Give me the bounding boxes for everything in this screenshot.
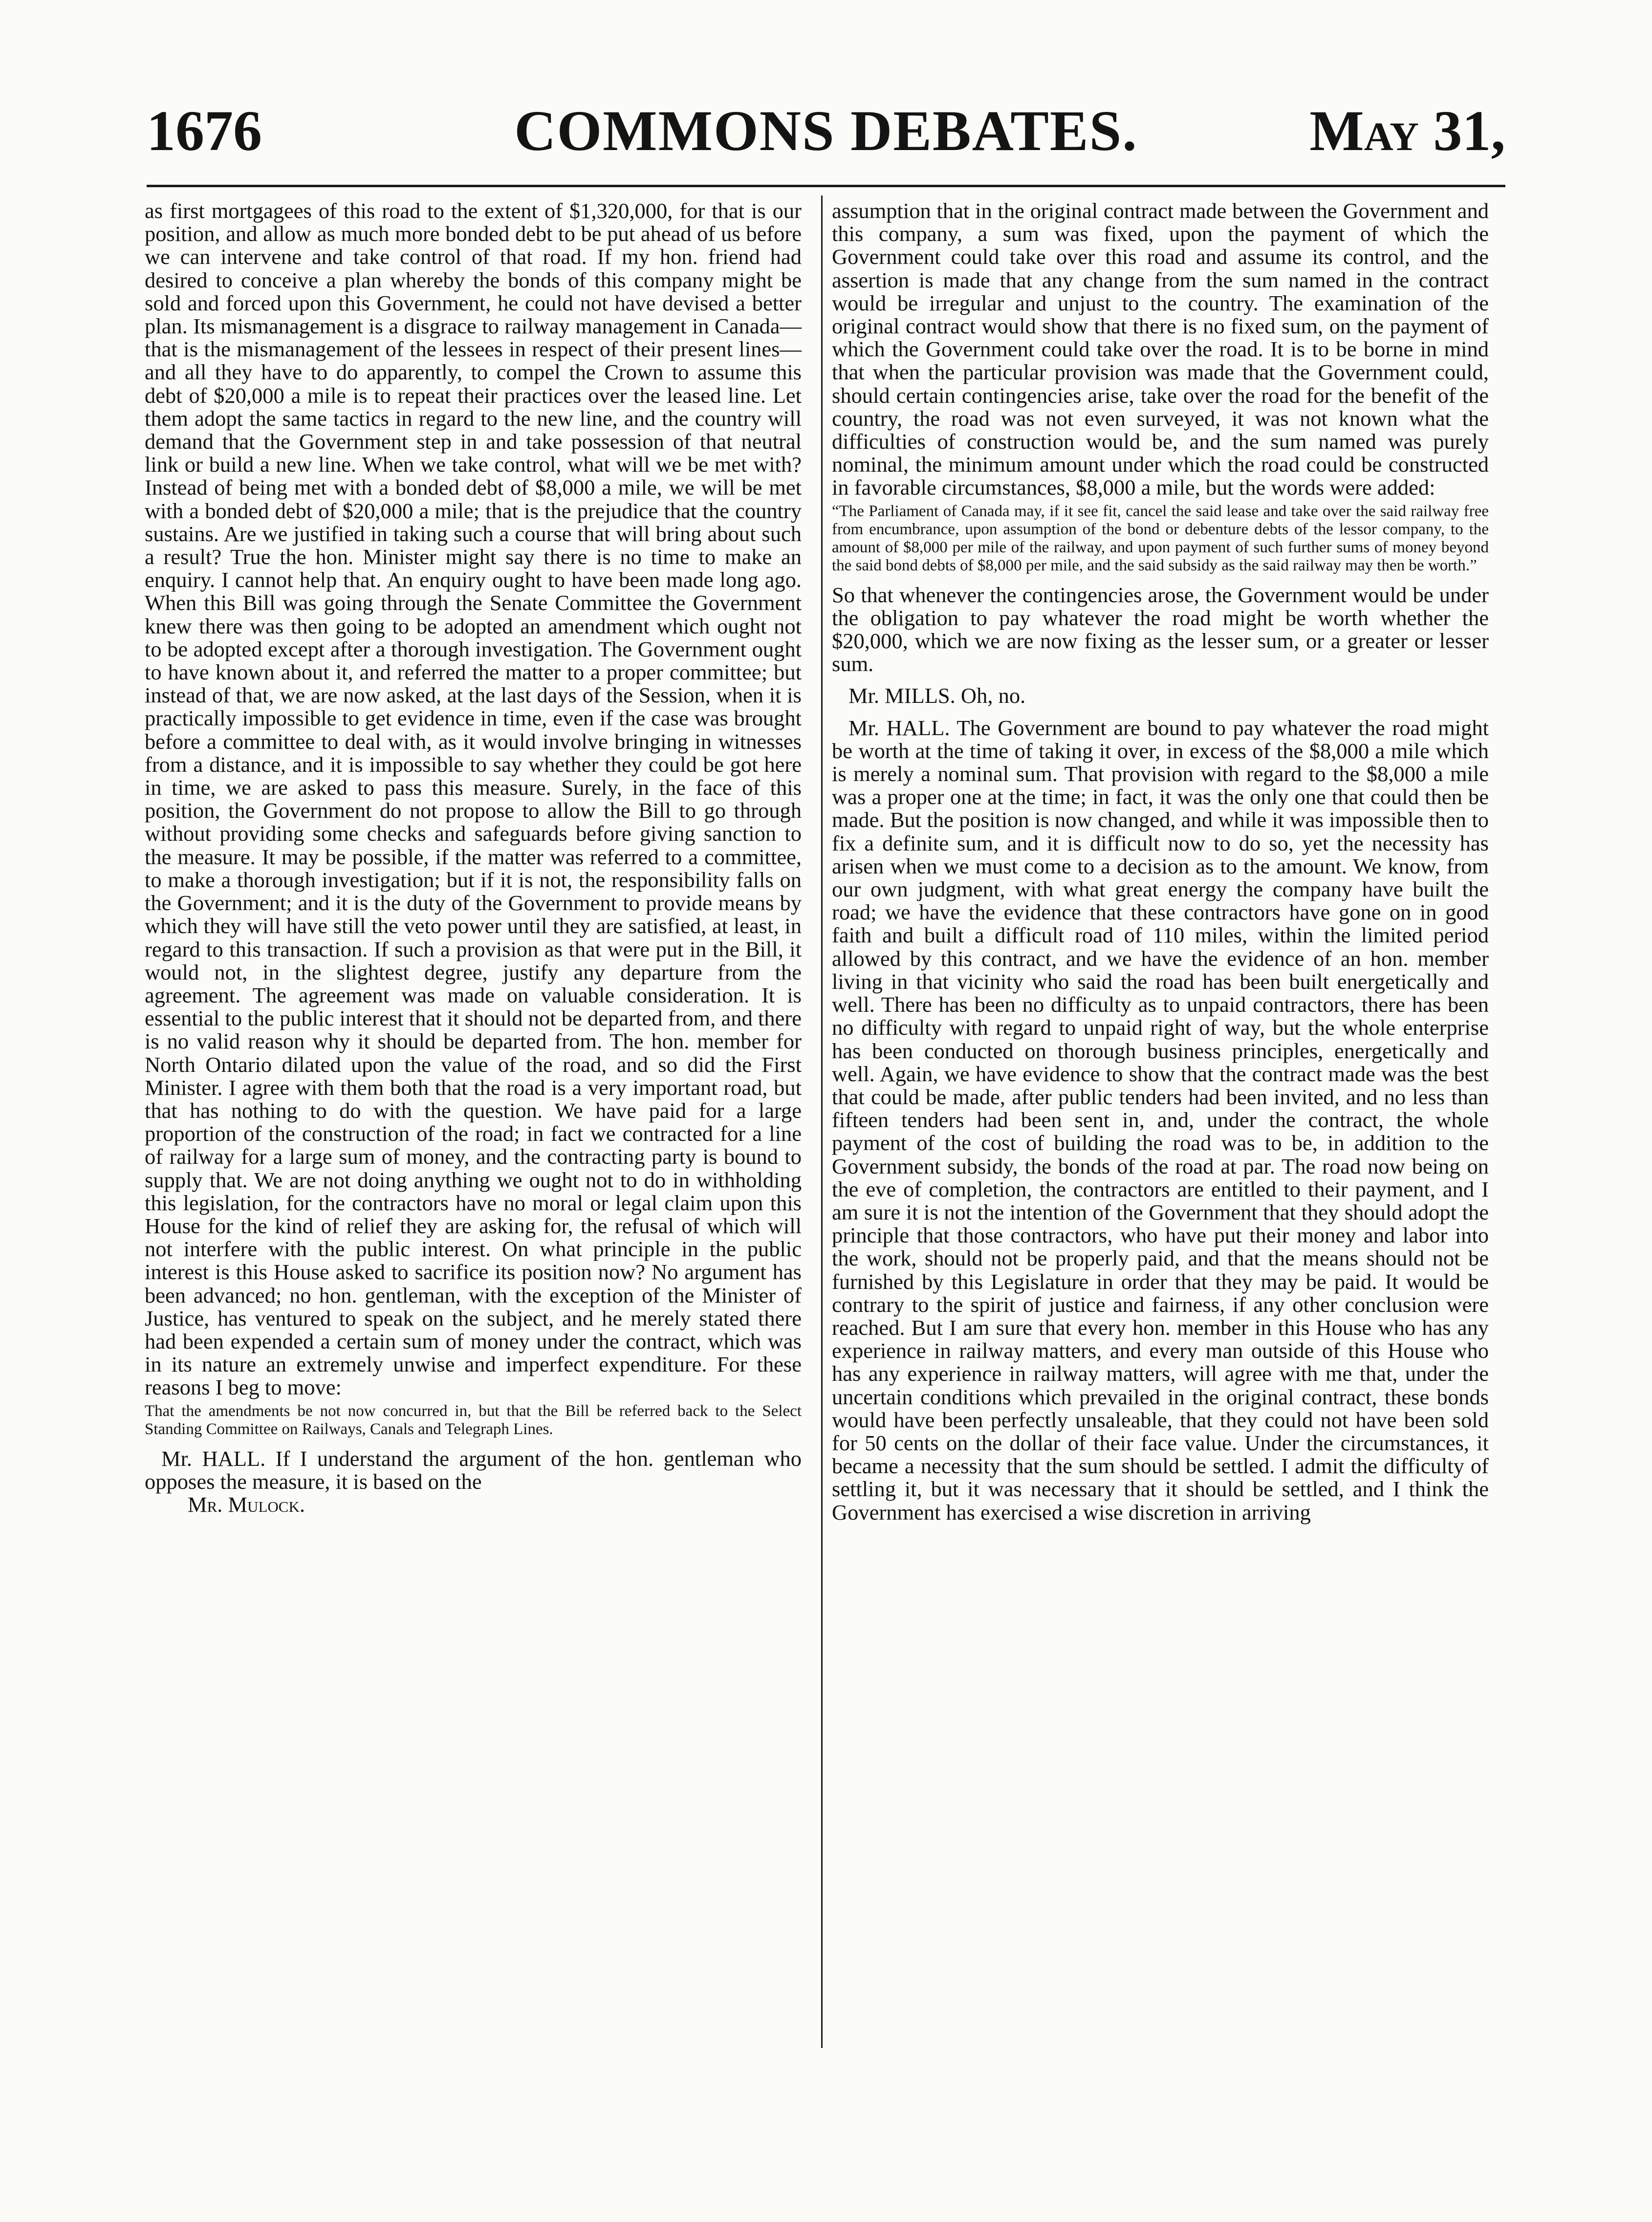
left-paragraph-1: as first mortgagees of this road to the extent of $1,320,000, for that is our position, and allow as much more bonded debt to be put ahead of us before we can intervene and take control of that road. If my hon. friend had desired to conceive a plan whereby the bonds of this company might be sold and forced upon this Government, he could not have devised a better plan. Its mismanagement is a disgrace to railway management in Canada—that is the mismanagement of the lessees in respect of their present lines—and all they have to do apparently, to compel the Crown to assume this debt of $20,000 a mile is to repeat their practices over the leased line. Let them adopt the same tactics in regard to the new line, and the country will demand that the Government step in and take possession of that neutral link or build a new line. When we take control, what will we be met with? Instead of being met with a bonded debt of $8,000 a mile, we will be met with a bonded debt of $20,000 a mile; that is the prejudice that the country sustains. Are we justified in taking such a course that will bring about such a result? True the hon. Minister might say there is no time to make an enquiry. I cannot help that. An enquiry ought to have been made long ago. When this Bill was going through the Senate Committee the Government knew there was then going to be adopted an amendment which ought not to be adopted except after a thorough investigation. The Government ought to have known about it, and referred the matter to a proper committee; but instead of that, we are now asked, at the last days of the Session, when it is practically impossible to get evidence in time, even if the case was brought before a committee to deal with, as it would involve bringing in witnesses from a distance, and it is impossible to say whether they could be got here in time, we are asked to pass this measure. Surely, in the face of this position, the Government do not propose to allow the Bill to go through without providing some checks and safeguards before giving sanction to the measure. It may be possible, if the matter was referred to a committee, to make a thorough investigation; but if it is not, the responsibility falls on the Government; and it is the duty of the Government to provide means by which they will have still the veto power until they are satisfied, at least, in regard to this transaction. If such a provision as that were put in the Bill, it would not, in the slightest degree, justify any departure from the agreement. The agreement was made on valuable consideration. It is essential to the public interest that it should not be departed from, and there is no valid reason why it should be departed from. The hon. member for North Ontario dilated upon the value of the road, and so did the First Minister. I agree with them both that the road is a very important road, but that has nothing to do with the question. We have paid for a large proportion of the construction of the road; in fact we contracted for a line of railway for a large sum of money, and the contracting party is bound to supply that. We are not doing anything we ought not to do in withholding this legislation, for the contractors have no moral or legal claim upon this House for the kind of relief they are asking for, the refusal of which will not interfere with the public interest. On what principle in the public interest is this House asked to sacrifice its position now? No argument has been advanced; no hon. gentleman, with the exception of the Minister of Justice, has ventured to speak on the subject, and he merely stated there had been expended a certain sum of money under the contract, which was in its nature an extremely unwise and imperfect expenditure. For these reasons I beg to move: <box>145 198 802 1400</box>
right-paragraph-2: So that whenever the contingencies arose, the Government would be under the obligation to pay whatever the road might be worth whether the $20,000, which we are now fixing as the lesser sum, or a greater or lesser sum. <box>832 582 1489 676</box>
right-paragraph-1: assumption that in the original contract made between the Government and this company, a sum was fixed, upon the payment of which the Government could take over this road and assume its control, and the assertion is made that any change from the sum named in the contract would be irregular and unjust to the country. The examination of the original contract would show that there is no fixed sum, on the payment of which the Government could take over the road. It is to be borne in mind that when the particular provision was made that the Government could, should certain contingencies arise, take over the road for the benefit of the country, the road was not even surveyed, it was not known what the difficulties of construction would be, and the sum named was purely nominal, the minimum amount under which the road could be constructed in favorable circumstances, $8,000 a mile, but the words were added: <box>832 198 1489 500</box>
header-rule <box>147 185 1505 187</box>
right-paragraph-3: Mr. MILLS. Oh, no. <box>848 683 1026 708</box>
speaker-signature: Mr. Mulock. <box>188 1492 305 1517</box>
left-paragraph-2: Mr. HALL. If I understand the argument of the hon. gentleman who opposes the measure, it is based on the <box>145 1446 802 1494</box>
right-column <box>832 199 1489 1524</box>
publication-title: COMMONS DEBATES. <box>514 99 1138 163</box>
page-number: 1676 <box>147 99 262 163</box>
quoted-clause: “The Parliament of Canada may, if it see fit, cancel the said lease and take over the said railway free from encumbrance, upon assumption of the bond or debenture debts of the lessor company, to the amount of $8,000 per mile of the railway, and upon payment of such further sums of money beyond the said bond debts of $8,000 per mile, and the said subsidy as the said railway may then be worth.” <box>832 502 1489 574</box>
page-date: May 31, <box>1309 99 1505 163</box>
right-paragraph-4: Mr. HALL. The Government are bound to pay whatever the road might be worth at the time of taking it over, in excess of the $8,000 a mile which is merely a nominal sum. That provision with regard to the $8,000 a mile was a proper one at the time; in fact, it was the only one that could then be made. But the position is now changed, and while it was impossible then to fix a definite sum, and it is difficult now to do so, yet the necessity has arisen when we must come to a decision as to the amount. We know, from our own judgment, with what great energy the company have built the road; we have the evidence that these contractors have gone on in good faith and built a difficult road of 110 miles, within the limited period allowed by this contract, and we have the evidence of an hon. member living in that vicinity who said the road has been built energetically and well. There has been no difficulty as to unpaid contractors, there has been no difficulty with regard to unpaid right of way, but the whole enterprise has been conducted on thorough business principles, energetically and well. Again, we have evidence to show that the contract made was the best that could be made, after public tenders had been invited, and no less than fifteen tenders had been sent in, and, under the contract, the whole payment of the cost of building the road was to be, in addition to the Government subsidy, the bonds of the road at par. The road now being on the eve of completion, the contractors are entitled to their payment, and I am sure it is not the intention of the Government that they should adopt the principle that those contractors, who have put their money and labor into the work, should not be properly paid, and that the means should not be furnished by this Legislature in order that they may be paid. It would be contrary to the spirit of justice and fairness, if any other conclusion were reached. But I am sure that every hon. member in this House who has any experience in railway matters, and every man outside of this House who has any experience in railway matters, will agree with me that, under the uncertain conditions which prevailed in the original contract, these bonds would have been perfectly unsaleable, that they could not have been sold for 50 cents on the dollar of their face value. Under the circumstances, it became a necessity that the sum should be settled. I admit the difficulty of settling it, but it was necessary that it should be settled, and I think the Government has exercised a wise discretion in arriving <box>832 715 1489 1525</box>
left-column <box>145 199 802 1516</box>
column-divider <box>821 196 823 2048</box>
motion-text: That the amendments be not now concurred in, but that the Bill be referred back to the Select Standing Committee on Railways, Canals and Telegraph Lines. <box>145 1402 802 1438</box>
page-header <box>0 98 1652 166</box>
